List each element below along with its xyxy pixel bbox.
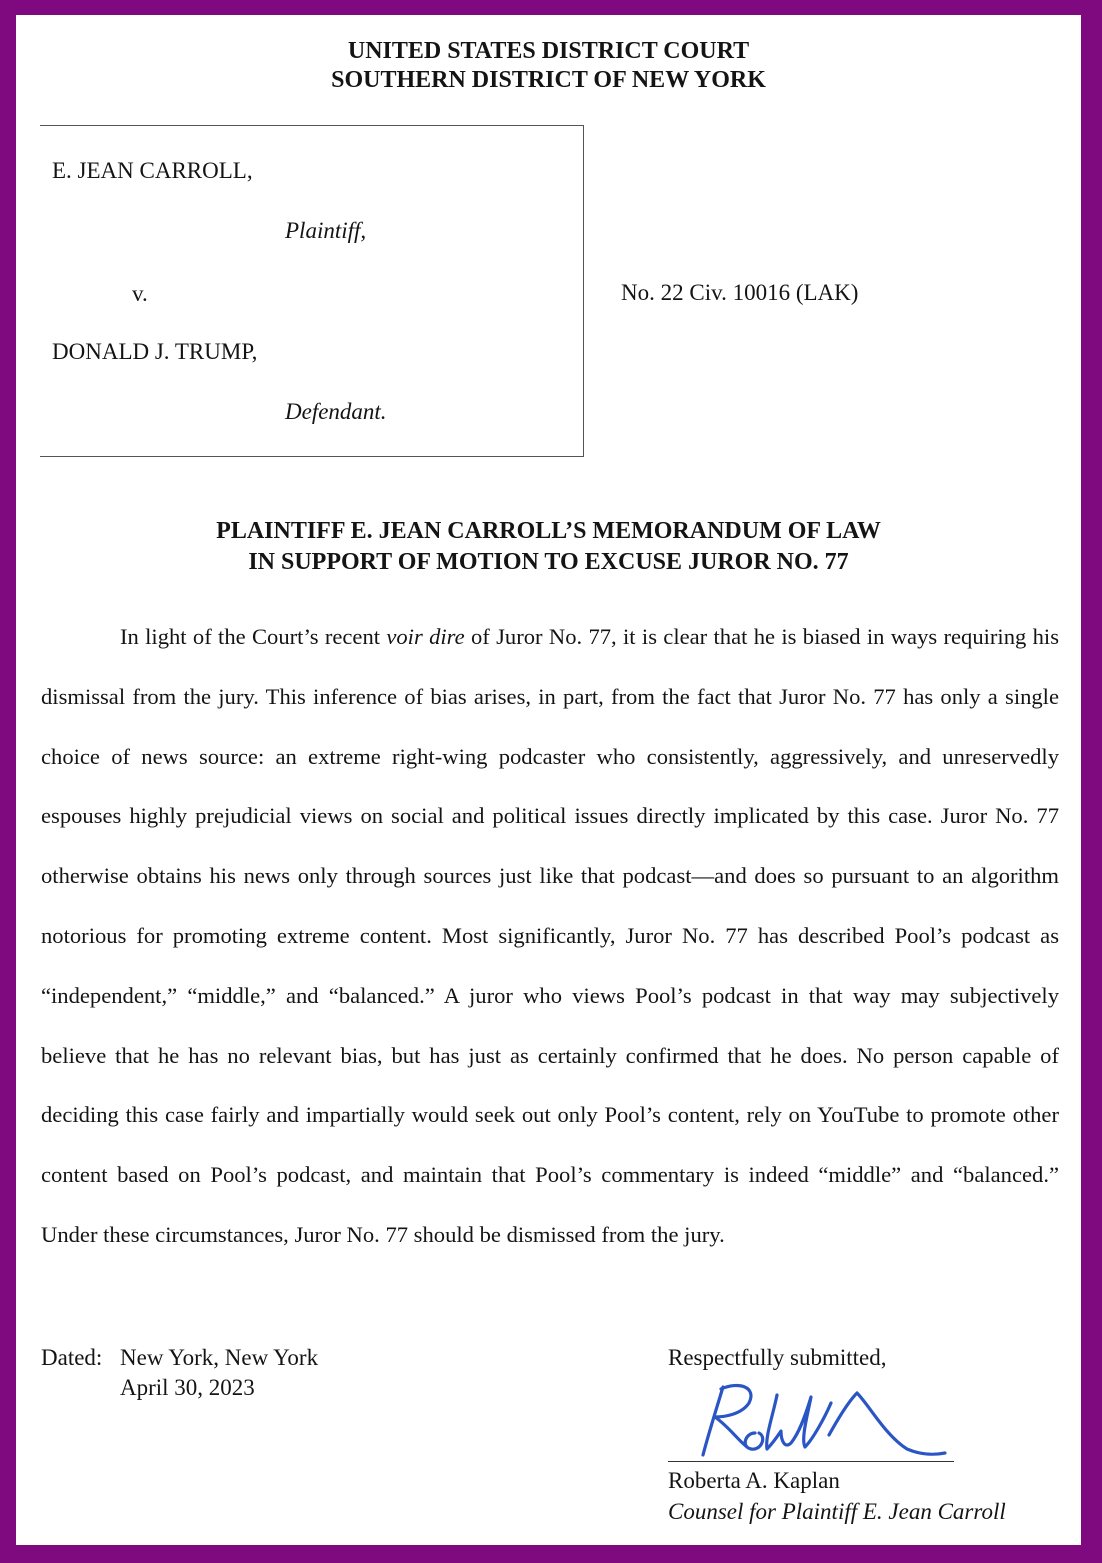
title-line-2: IN SUPPORT OF MOTION TO EXCUSE JUROR NO. 77 xyxy=(248,549,849,575)
plaintiff-role: Plaintiff, xyxy=(285,218,367,243)
versus-label: v. xyxy=(132,281,148,306)
document-title xyxy=(16,516,1081,578)
court-name: UNITED STATES DISTRICT COURT xyxy=(347,38,750,64)
dated-place: New York, New York xyxy=(120,1345,319,1370)
signer-role: Counsel for Plaintiff E. Jean Carroll xyxy=(668,1499,1006,1524)
signature-line xyxy=(668,1461,954,1462)
defendant-role: Defendant. xyxy=(285,399,387,424)
body-text-part-2: of Juror No. 77, it is clear that he is biased in ways requiring his dismissal from the jury. This inference of bias arises, in part, from the fact that Juror No. 77 has only a single choice of news source: an extreme right-wing podcaster who consistently, aggressively, and unreservedly espouses highly prejudicial views on social and political issues directly implicated by this case. Juror No. 77 otherwise obtains his news only through sources just like that podcast—and does so pursuant to an algorithm notorious for promoting extreme content. Most significantly, Juror No. 77 has described Pool’s podcast as “independent,” “middle,” and “balanced.” A juror who views Pool’s podcast in that way may subjectively believe that he has no relevant bias, but has just as certainly confirmed that he does. No person capable of deciding this case fairly and impartially would seek out only Pool’s content, rely on YouTube to promote other content based on Pool’s podcast, and maintain that Pool’s commentary is indeed “middle” and “balanced.” Under these circumstances, Juror No. 77 should be dismissed from the jury. xyxy=(41,624,1059,1247)
memorandum-body xyxy=(41,607,1059,1265)
body-text-part-1: In light of the Court’s recent xyxy=(120,624,387,649)
dated-label: Dated: xyxy=(41,1345,103,1370)
dated-date: April 30, 2023 xyxy=(120,1375,255,1400)
case-caption-box xyxy=(40,125,584,457)
signer-name: Roberta A. Kaplan xyxy=(668,1468,840,1493)
plaintiff-name: E. JEAN CARROLL, xyxy=(52,158,253,183)
closing-text: Respectfully submitted, xyxy=(668,1345,887,1370)
body-text-italic: voir dire xyxy=(386,624,465,649)
document-page xyxy=(16,15,1081,1545)
court-district: SOUTHERN DISTRICT OF NEW YORK xyxy=(331,67,766,93)
handwritten-signature xyxy=(681,1377,951,1461)
court-heading xyxy=(16,37,1081,95)
dated-block xyxy=(41,1343,318,1403)
case-number: No. 22 Civ. 10016 (LAK) xyxy=(621,280,859,305)
title-line-1: PLAINTIFF E. JEAN CARROLL’S MEMORANDUM OF LAW xyxy=(216,518,881,544)
defendant-name: DONALD J. TRUMP, xyxy=(52,339,258,364)
